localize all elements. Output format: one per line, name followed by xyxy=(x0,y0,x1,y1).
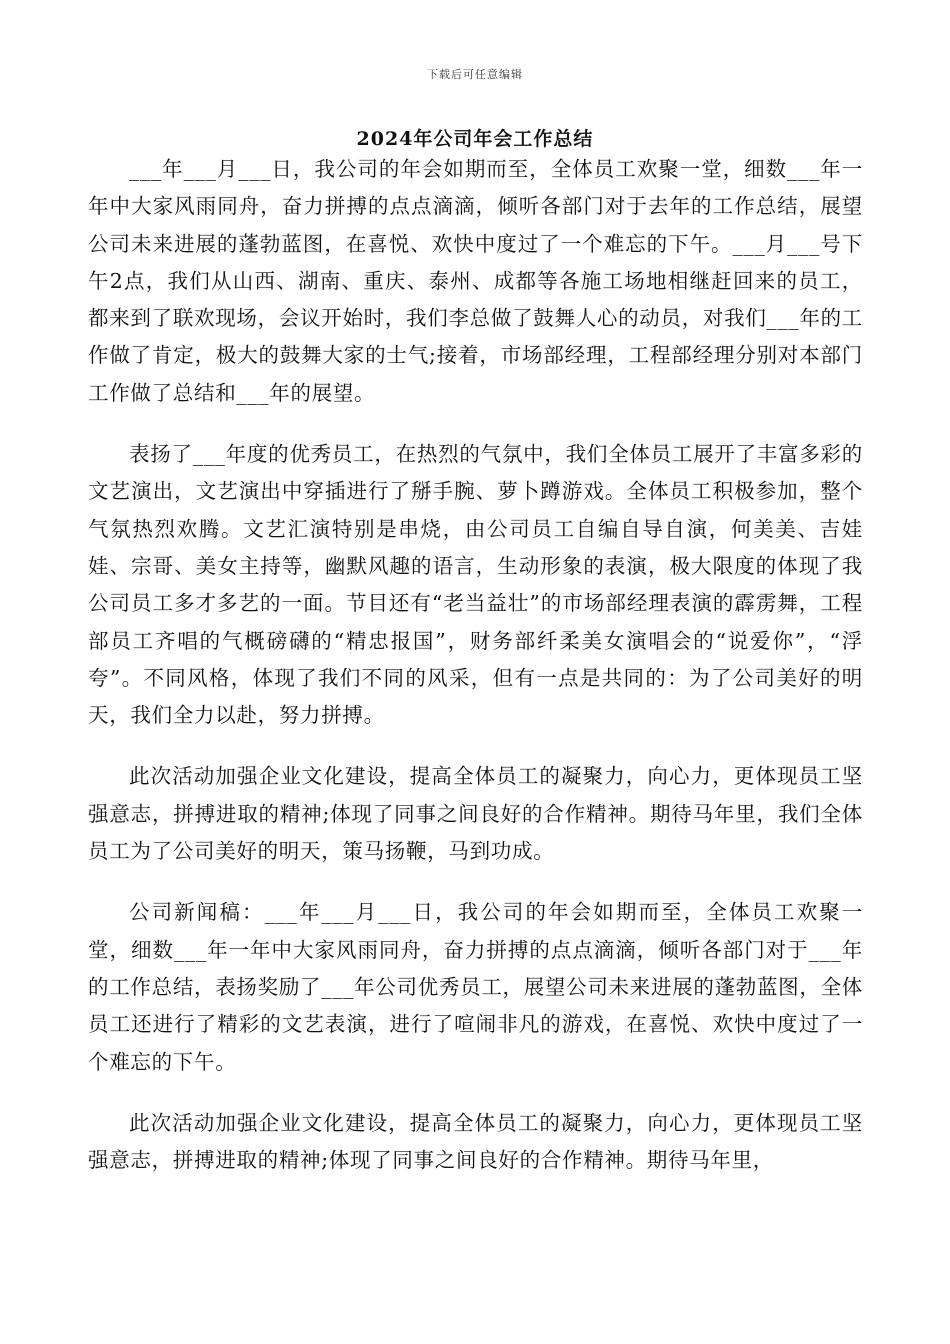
document-body xyxy=(88,151,863,1203)
header-note: 下载后可任意编辑 xyxy=(427,68,523,81)
paragraph-4: 公司新闻稿：___年___月___日，我公司的年会如期而至，全体员工欢聚一堂，细数___年一年中大家风雨同舟，奋力拼搏的点点滴滴，倾听各部门对于___年的工作总结，表扬奖励了___年公司优秀员工，展望公司未来进展的蓬勃蓝图，全体员工还进行了精彩的文艺表演，进行了喧闹非凡的游戏，在喜悦、欢快中度过了一个难忘的下午。 xyxy=(88,900,863,1074)
paragraph-3: 此次活动加强企业文化建设，提高全体员工的凝聚力，向心力，更体现员工坚强意志，拼搏进取的精神;体现了同事之间良好的合作精神。期待马年里，我们全体员工为了公司美好的明天，策马扬鞭，马到功成。 xyxy=(88,764,863,864)
paragraph-1: ___年___月___日，我公司的年会如期而至，全体员工欢聚一堂，细数___年一年中大家风雨同舟，奋力拼搏的点点滴滴，倾听各部门对于去年的工作总结，展望公司未来进展的蓬勃蓝图，在喜悦、欢快中度过了一个难忘的下午。___月___号下午2点，我们从山西、湖南、重庆、泰州、成都等各施工场地相继赶回来的员工，都来到了联欢现场，会议开始时，我们李总做了鼓舞人心的动员，对我们___年的工作做了肯定，极大的鼓舞大家的士气;接着，市场部经理，工程部经理分别对本部门工作做了总结和___年的展望。 xyxy=(88,157,863,405)
paragraph-5: 此次活动加强企业文化建设，提高全体员工的凝聚力，向心力，更体现员工坚强意志，拼搏进取的精神;体现了同事之间良好的合作精神。期待马年里， xyxy=(88,1110,863,1173)
document-title: 2024年公司年会工作总结 xyxy=(356,128,594,150)
paragraph-2: 表扬了___年度的优秀员工，在热烈的气氛中，我们全体员工展开了丰富多彩的文艺演出，文艺演出中穿插进行了掰手腕、萝卜蹲游戏。全体员工积极参加，整个气氛热烈欢腾。文艺汇演特别是串烧，由公司员工自编自导自演，何美美、吉娃娃、宗哥、美女主持等，幽默风趣的语言，生动形象的表演，极大限度的体现了我公司员工多才多艺的一面。节目还有“老当益壮”的市场部经理表演的霹雳舞，工程部员工齐唱的气概磅礴的“精忠报国”，财务部纤柔美女演唱会的“说爱你”，“浮夸”。不同风格，体现了我们不同的风采，但有一点是共同的：为了公司美好的明天，我们全力以赴，努力拼搏。 xyxy=(88,442,863,728)
